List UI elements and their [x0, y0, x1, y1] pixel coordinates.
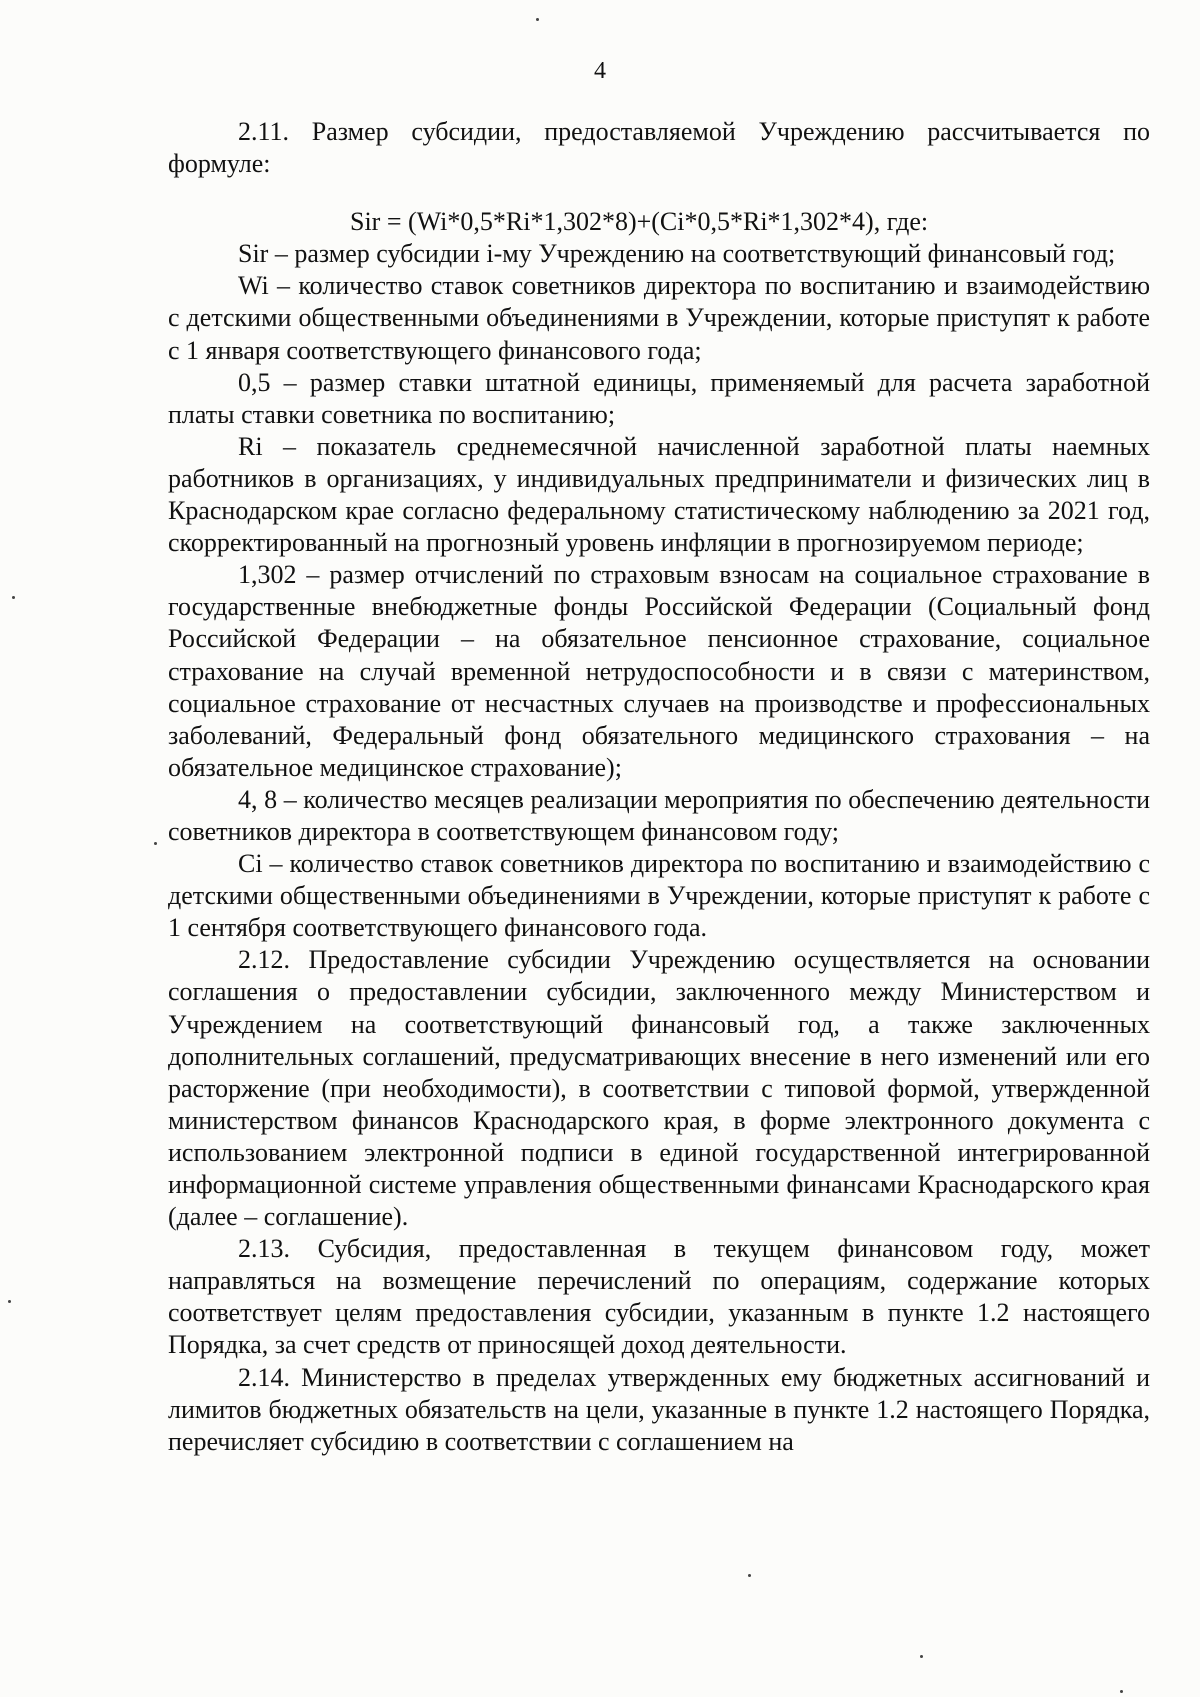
scan-speck: [920, 1655, 923, 1658]
scan-speck: [154, 842, 157, 845]
scan-speck: [536, 18, 539, 21]
document-body: [168, 116, 1150, 1458]
definition-ri: Ri – показатель среднемесячной начисленной заработной платы наемных работников в организациях, у индивидуальных предприниматели и физических лиц в Краснодарском крае согласно федеральному статистическому наблюдению за 2021 год, скорректированный на прогнозный уровень инфляции в прогнозируемом периоде;: [168, 431, 1150, 558]
subsidy-formula: Sir = (Wi*0,5*Ri*1,302*8)+(Ci*0,5*Ri*1,302*4), где:: [350, 207, 929, 237]
definition-months: 4, 8 – количество месяцев реализации мероприятия по обеспечению деятельности советников директора в соответствующем финансовом году;: [168, 784, 1150, 846]
page-number: 4: [594, 58, 606, 84]
paragraph-2-12: 2.12. Предоставление субсидии Учреждению осуществляется на основании соглашения о предоставлении субсидии, заключенного между Министерством и Учреждением на соответствующий финансовый год, а также заключенных дополнительных соглашений, предусматривающих внесение в него изменений или его расторжение (при необходимости), в соответствии с типовой формой, утвержденной министерством финансов Краснодарского края, в форме электронного документа с использованием электронной подписи в единой государственной интегрированной информационной системе управления общественными финансами Краснодарского края (далее – соглашение).: [168, 945, 1150, 1232]
paragraph-2-13: 2.13. Субсидия, предоставленная в текущем финансовом году, может направляться на возмещение перечислений по операциям, содержание которых соответствует целям предоставления субсидии, указанным в пункте 1.2 настоящего Порядка, за счет средств от приносящей доход деятельности.: [168, 1234, 1150, 1360]
definition-insurance: 1,302 – размер отчислений по страховым взносам на социальное страхование в государственные внебюджетные фонды Российской Федерации (Социальный фонд Российской Федерации – на обязательное пенсионное страхование, социальное страхование на случай временной нетрудоспособности и в связи с материнством, социальное страхование от несчастных случаев на производстве и профессиональных заболеваний, Федеральный фонд обязательного медицинского страхования – на обязательное медицинское страхование);: [168, 560, 1150, 782]
definition-wi: Wi – количество ставок советников директора по воспитанию и взаимодействию с детскими общественными объединениями в Учреждении, которые приступят к работе с 1 января соответствующего финансового года;: [168, 271, 1150, 365]
paragraph-2-11: 2.11. Размер субсидии, предоставляемой Учреждению рассчитывается по формуле:: [168, 117, 1150, 179]
paragraph-2-14: 2.14. Министерство в пределах утвержденных ему бюджетных ассигнований и лимитов бюджетных обязательств на цели, указанные в пункте 1.2 настоящего Порядка, перечисляет субсидию в соответствии с соглашением на: [168, 1362, 1150, 1456]
definition-ci: Ci – количество ставок советников директора по воспитанию и взаимодействию с детскими общественными объединениями в Учреждении, которые приступят к работе с 1 сентября соответствующего финансового года.: [168, 849, 1150, 943]
definition-rate: 0,5 – размер ставки штатной единицы, применяемый для расчета заработной платы ставки советника по воспитанию;: [168, 367, 1150, 429]
definition-sir: Sir – размер субсидии i-му Учреждению на соответствующий финансовый год;: [238, 239, 1116, 269]
scan-speck: [8, 1300, 11, 1303]
scan-speck: [748, 1574, 751, 1577]
scan-speck: [12, 596, 15, 599]
scan-speck: [1120, 1690, 1123, 1693]
